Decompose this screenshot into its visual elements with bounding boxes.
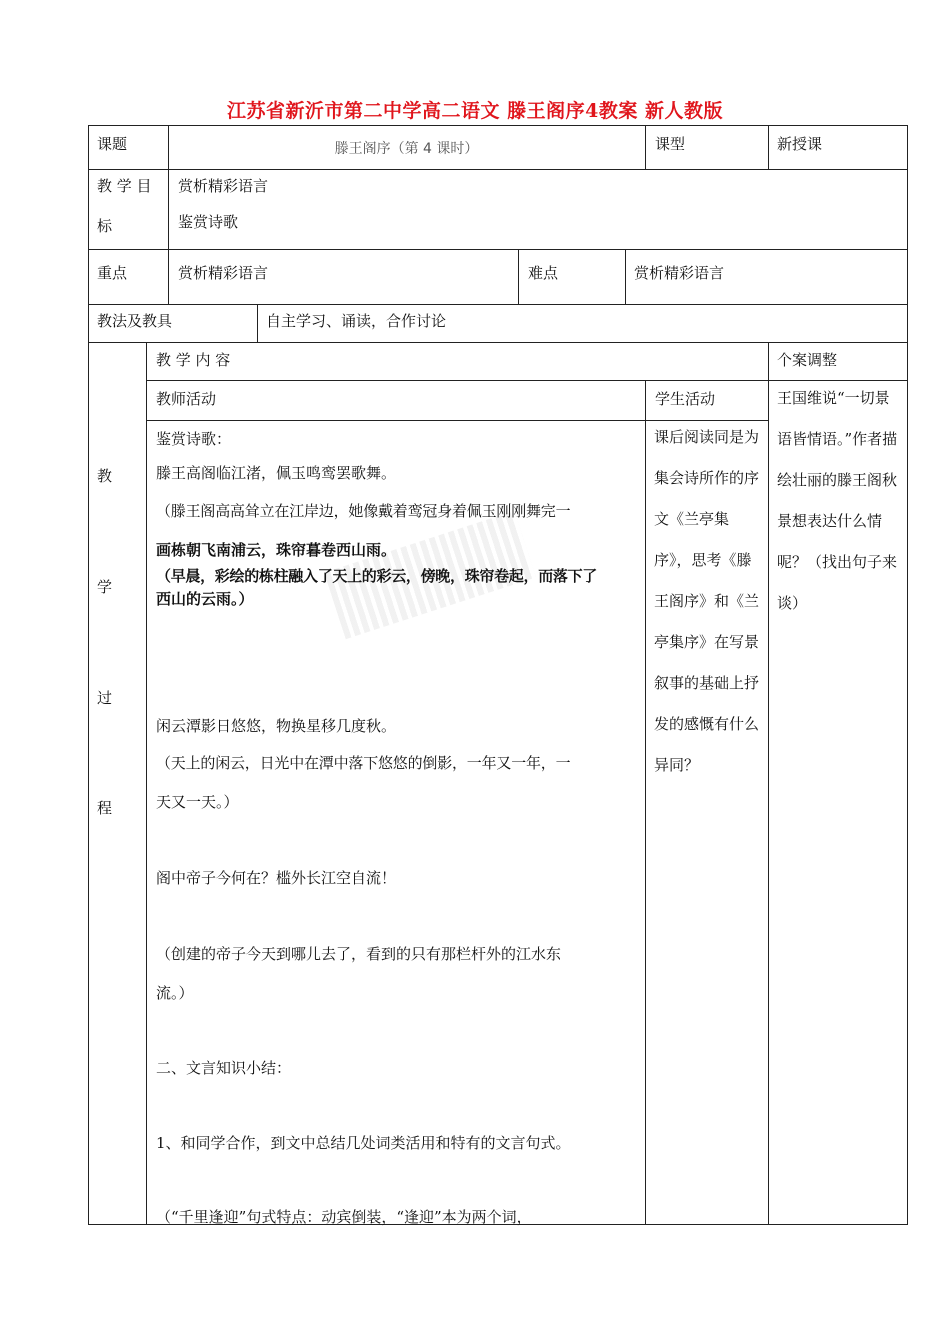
objective-2: 鉴赏诗歌 (178, 213, 239, 231)
teacher-line: 天又一天。） (156, 793, 239, 811)
label-key-point: 重点 (97, 264, 128, 282)
teacher-activity-header: 教师活动 (156, 390, 217, 408)
label-difficulty: 难点 (528, 264, 559, 282)
teacher-line: 二、文言知识小结： (156, 1059, 292, 1077)
content-header: 教 学 内 容 (156, 351, 231, 369)
label-topic: 课题 (97, 135, 128, 153)
teacher-line: （天上的闲云，日光中在潭中落下悠悠的倒影，一年又一年，一 (156, 754, 571, 772)
objective-1: 赏析精彩语言 (178, 177, 269, 195)
key-point: 赏析精彩语言 (178, 264, 269, 282)
process-label-1: 教 (97, 467, 113, 485)
teacher-line: 阁中帝子今何在？槛外长江空自流！ (156, 869, 397, 887)
teacher-line: 鉴赏诗歌： (156, 430, 232, 448)
label-lesson-type: 课型 (655, 135, 686, 153)
teacher-line: 画栋朝飞南浦云，珠帘暮卷西山雨。 (156, 541, 397, 559)
teaching-methods: 自主学习、诵读，合作讨论 (266, 312, 447, 330)
teacher-line: （创建的帝子今天到哪儿去了，看到的只有那栏杆外的江水东 (156, 945, 562, 963)
teacher-line: 流。） (156, 984, 194, 1002)
adjust-header: 个案调整 (777, 351, 838, 369)
teacher-line: （滕王阁高高耸立在江岸边，她像戴着鸾冠身着佩玉刚刚舞完一 (156, 502, 571, 520)
process-label-3: 过 (97, 689, 113, 707)
teacher-line: 滕王高阁临江渚，佩玉鸣鸾罢歌舞。 (156, 464, 397, 482)
teacher-line: （“千里逢迎”句式特点：动宾倒装，“逢迎”本为两个词， (156, 1208, 532, 1226)
case-adjustment-text: 王国维说“一切景语皆情语。”作者描绘壮丽的滕王阁秋景想表达什么情呢？（找出句子来谈） (777, 389, 898, 612)
student-activity-header: 学生活动 (655, 390, 716, 408)
process-label-4: 程 (97, 799, 113, 817)
label-objectives-2: 标 (97, 217, 113, 235)
student-activity-text: 课后阅读同是为集会诗所作的序文《兰亭集序》，思考《滕王阁序》和《兰亭集序》在写景叙事的基础上抒发的感慨有什么异同？ (654, 428, 760, 774)
teacher-line: 西山的云雨。） (156, 590, 254, 608)
document-title: 江苏省新沂市第二中学高二语文 滕王阁序4教案 新人教版 (227, 100, 723, 122)
label-objectives: 教 学 目 (97, 177, 152, 195)
lesson-topic: 滕王阁序（第 4 课时） (334, 141, 479, 157)
label-methods: 教法及教具 (97, 312, 173, 330)
difficulty: 赏析精彩语言 (634, 264, 725, 282)
teacher-line: （早晨，彩绘的栋柱融入了天上的彩云，傍晚，珠帘卷起，而落下了 (156, 567, 598, 585)
process-label-2: 学 (97, 578, 113, 596)
lesson-type: 新授课 (777, 135, 823, 153)
teacher-line: 1、和同学合作，到文中总结几处词类活用和特有的文言句式。 (156, 1134, 571, 1152)
teacher-line: 闲云潭影日悠悠，物换星移几度秋。 (156, 717, 397, 735)
